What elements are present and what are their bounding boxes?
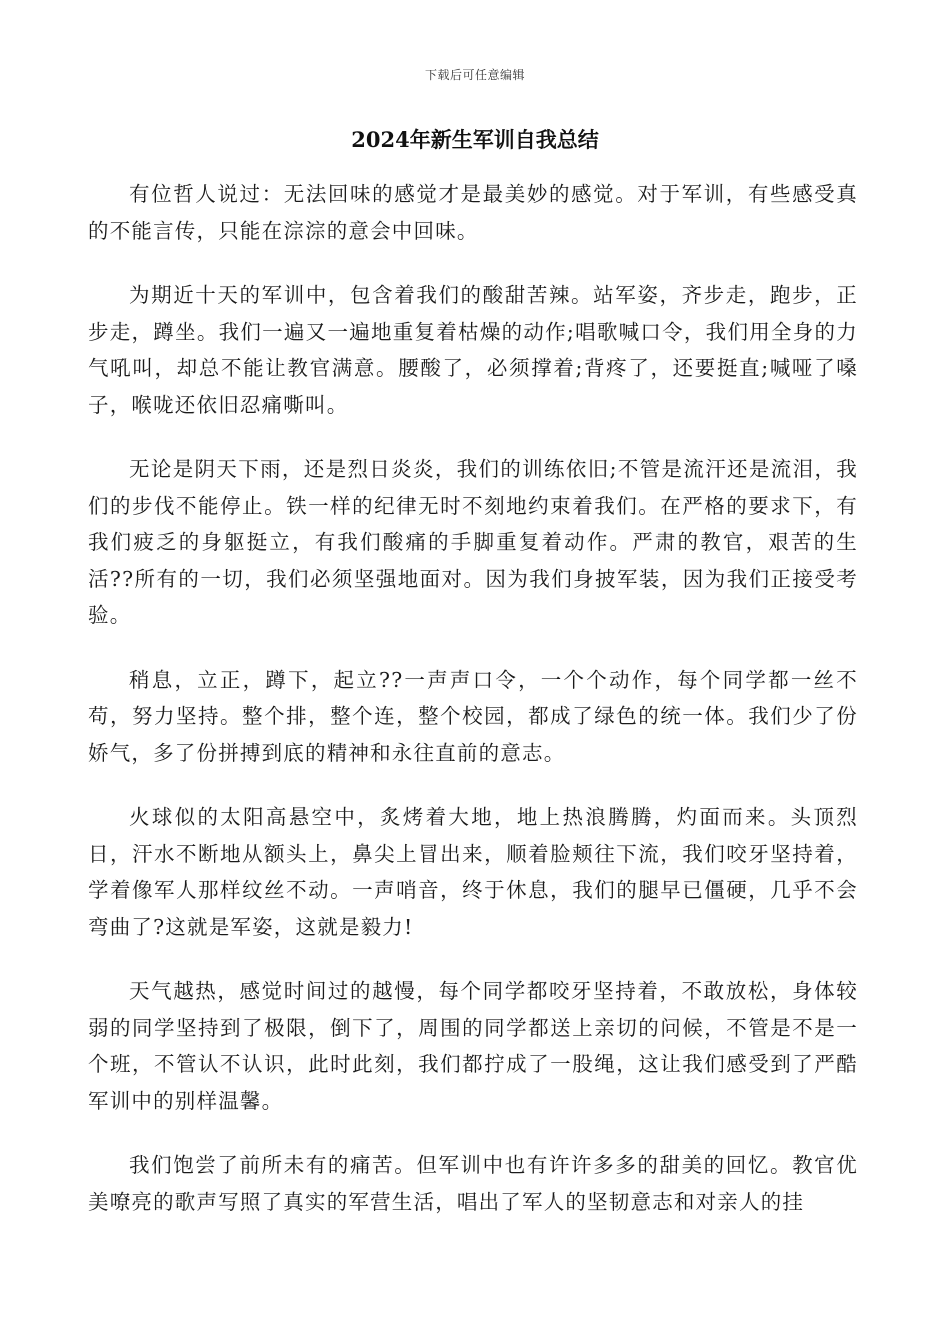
paragraph-5: 火球似的太阳高悬空中，炙烤着大地，地上热浪腾腾，灼面而来。头顶烈日，汗水不断地从额头上，鼻尖上冒出来，顺着脸颊往下流，我们咬牙坚持着，学着像军人那样纹丝不动。一声哨音，终于休息，我们的腿早已僵硬，几乎不会弯曲了?这就是军姿，这就是毅力! <box>88 805 858 939</box>
paragraph-1: 有位哲人说过：无法回味的感觉才是最美妙的感觉。对于军训，有些感受真的不能言传，只能在淙淙的意会中回味。 <box>88 182 858 243</box>
paragraph-3: 无论是阴天下雨，还是烈日炎炎，我们的训练依旧;不管是流汗还是流泪，我们的步伐不能停止。铁一样的纪律无时不刻地约束着我们。在严格的要求下，有我们疲乏的身躯挺立，有我们酸痛的手脚重复着动作。严肃的教官，艰苦的生活??所有的一切，我们必须坚强地面对。因为我们身披军装，因为我们正接受考验。 <box>88 457 858 627</box>
document-body <box>88 176 858 1248</box>
document-title: 2024年新生军训自我总结 <box>351 127 599 152</box>
header-note: 下载后可任意编辑 <box>424 68 525 82</box>
paragraph-6: 天气越热，感觉时间过的越慢，每个同学都咬牙坚持着，不敢放松，身体较弱的同学坚持到了极限，倒下了，周围的同学都送上亲切的问候，不管是不是一个班，不管认不认识，此时此刻，我们都拧成了一股绳，这让我们感受到了严酷军训中的别样温馨。 <box>88 979 858 1113</box>
paragraph-7: 我们饱尝了前所未有的痛苦。但军训中也有许许多多的甜美的回忆。教官优美嘹亮的歌声写照了真实的军营生活，唱出了军人的坚韧意志和对亲人的挂 <box>88 1153 858 1214</box>
paragraph-2: 为期近十天的军训中，包含着我们的酸甜苦辣。站军姿，齐步走，跑步，正步走，蹲坐。我们一遍又一遍地重复着枯燥的动作;唱歌喊口令，我们用全身的力气吼叫，却总不能让教官满意。腰酸了，必须撑着;背疼了，还要挺直;喊哑了嗓子，喉咙还依旧忍痛嘶叫。 <box>88 283 858 417</box>
paragraph-4: 稍息，立正，蹲下，起立??一声声口令，一个个动作，每个同学都一丝不苟，努力坚持。整个排，整个连，整个校园，都成了绿色的统一体。我们少了份娇气，多了份拼搏到底的精神和永往直前的意志。 <box>88 667 858 765</box>
